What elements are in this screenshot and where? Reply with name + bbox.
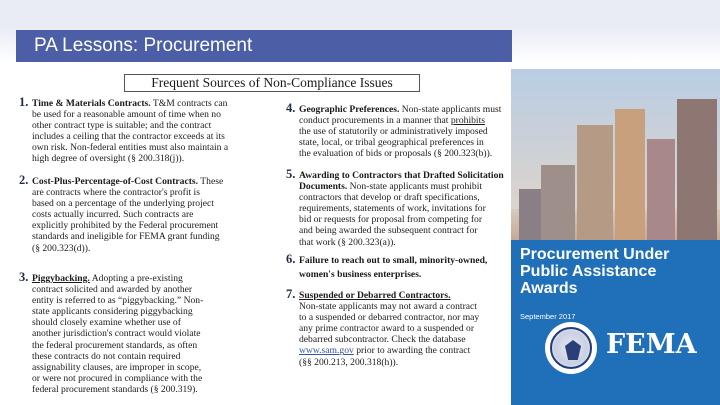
list-item	[286, 101, 511, 160]
photo-building	[647, 139, 675, 249]
cover-title: Procurement Under Public Assistance Awards	[520, 246, 670, 297]
item-number: 7.	[286, 287, 296, 301]
item-number: 3.	[19, 270, 29, 284]
item-text: costs actually incurred. Such contracts are	[32, 209, 194, 221]
item-number: 4.	[286, 101, 296, 115]
item-heading: women's business enterprises.	[299, 269, 422, 281]
item-text: based on a percentage of the underlying project	[32, 198, 214, 210]
item-heading: Documents.	[299, 181, 348, 193]
item-text: bid or requests for proposal from competing for	[299, 214, 483, 226]
item-number: 1.	[19, 95, 29, 109]
item-heading: Awarding to Contractors that Drafted Solicitation	[299, 170, 504, 181]
item-text: prior to awarding the contract	[356, 345, 471, 357]
item-text: the federal procurement standards, as often	[32, 339, 198, 351]
photo-building	[615, 109, 645, 249]
item-number: 5.	[286, 167, 296, 181]
item-text: high degree of oversight (§ 200.318(j)).	[32, 153, 185, 165]
item-text: should closely examine whether use of	[32, 317, 181, 329]
item-heading: Time & Materials Contracts.	[32, 98, 151, 109]
title-bar	[16, 30, 512, 62]
item-heading: Geographic Preferences.	[299, 104, 400, 115]
item-text: Adopting a pre-existing	[89, 273, 183, 284]
section-subtitle: Frequent Sources of Non-Compliance Issues	[124, 74, 420, 92]
list-item	[286, 287, 511, 368]
item-text: to a suspended or debarred contractor, nor may	[299, 312, 480, 324]
item-text: standards and ineligible for FEMA grant funding	[32, 231, 220, 243]
item-number: 6.	[286, 252, 296, 266]
item-text: any prime contractor award to a suspended or	[299, 323, 475, 335]
item-text: own risk. Non-federal entities must also maintain a	[32, 142, 229, 154]
item-text: be used for a reasonable amount of time when no	[32, 109, 221, 121]
list-item	[19, 95, 264, 165]
list-item	[286, 252, 511, 281]
agency-logo: FEMA	[606, 329, 697, 360]
item-text: requirements, statements of work, invitations for	[299, 203, 486, 215]
photo-building	[577, 125, 613, 255]
list-item	[19, 173, 264, 254]
item-text: explicitly prohibited by the Federal procurement	[32, 220, 219, 232]
item-text: Non-state applicants may not award a contract	[299, 301, 477, 313]
dhs-seal-icon	[545, 322, 597, 374]
item-text: and being awarded the subsequent contract for	[299, 225, 478, 237]
item-text: the evaluation of bids or proposals (§ 200.323(b)).	[299, 148, 493, 160]
slide-title: PA Lessons: Procurement	[34, 35, 253, 56]
list-item	[19, 270, 264, 395]
item-text: state applicants considering piggybacking	[32, 306, 193, 318]
item-number: 2.	[19, 173, 29, 187]
item-text: conduct procurements in a manner that	[299, 115, 451, 127]
item-text: these contracts do not contain required	[32, 350, 181, 362]
item-text: Non-state applicants must prohibit	[347, 181, 483, 193]
item-text: T&M contracts can	[150, 98, 228, 109]
sam-gov-link[interactable]: www.sam.gov	[299, 345, 354, 357]
item-text: (§ 200.323(d)).	[32, 242, 91, 254]
item-text: that work (§ 200.323(a)).	[299, 236, 396, 248]
item-text: contract solicited and awarded by another	[32, 284, 193, 296]
item-text: (§§ 200.213, 200.318(h)).	[299, 356, 399, 368]
item-heading: Cost-Plus-Percentage-of-Cost Contracts.	[32, 176, 199, 187]
item-text: includes a ceiling that the contractor exceeds at its	[32, 131, 225, 143]
item-heading: Suspended or Debarred Contractors.	[299, 290, 451, 301]
item-text: debarred subcontractor. Check the database	[299, 334, 466, 346]
seal-ring	[550, 327, 592, 369]
item-text: These	[198, 176, 224, 187]
item-text: federal procurement standards (§ 200.319).	[32, 383, 198, 395]
eagle-icon	[565, 340, 581, 360]
item-text-underlined: prohibits	[450, 115, 485, 127]
item-text: state, local, or tribal geographical preferences in	[299, 137, 484, 149]
item-heading: Piggybacking.	[32, 273, 90, 284]
item-text: or were not procured in compliance with the	[32, 372, 203, 384]
photo-building	[677, 99, 717, 249]
item-text: the use of statutorily or administratively imposed	[299, 126, 488, 138]
list-item	[286, 167, 511, 248]
item-text: entity is referred to as “piggybacking.” Non-	[32, 295, 204, 307]
cover-date: September 2017	[520, 312, 576, 321]
item-heading: Failure to reach out to small, minority-owned,	[299, 255, 488, 266]
item-text: Non-state applicants must	[399, 104, 502, 115]
item-text: assignability clauses, are improper in scope,	[32, 361, 202, 373]
item-text: other contract type is suitable; and the contract	[32, 120, 212, 132]
item-text: another jurisdiction's contract would violate	[32, 328, 201, 340]
item-text: are contracts where the contractor's profit is	[32, 187, 200, 199]
item-text: contractors that develop or draft specifications,	[299, 192, 480, 204]
